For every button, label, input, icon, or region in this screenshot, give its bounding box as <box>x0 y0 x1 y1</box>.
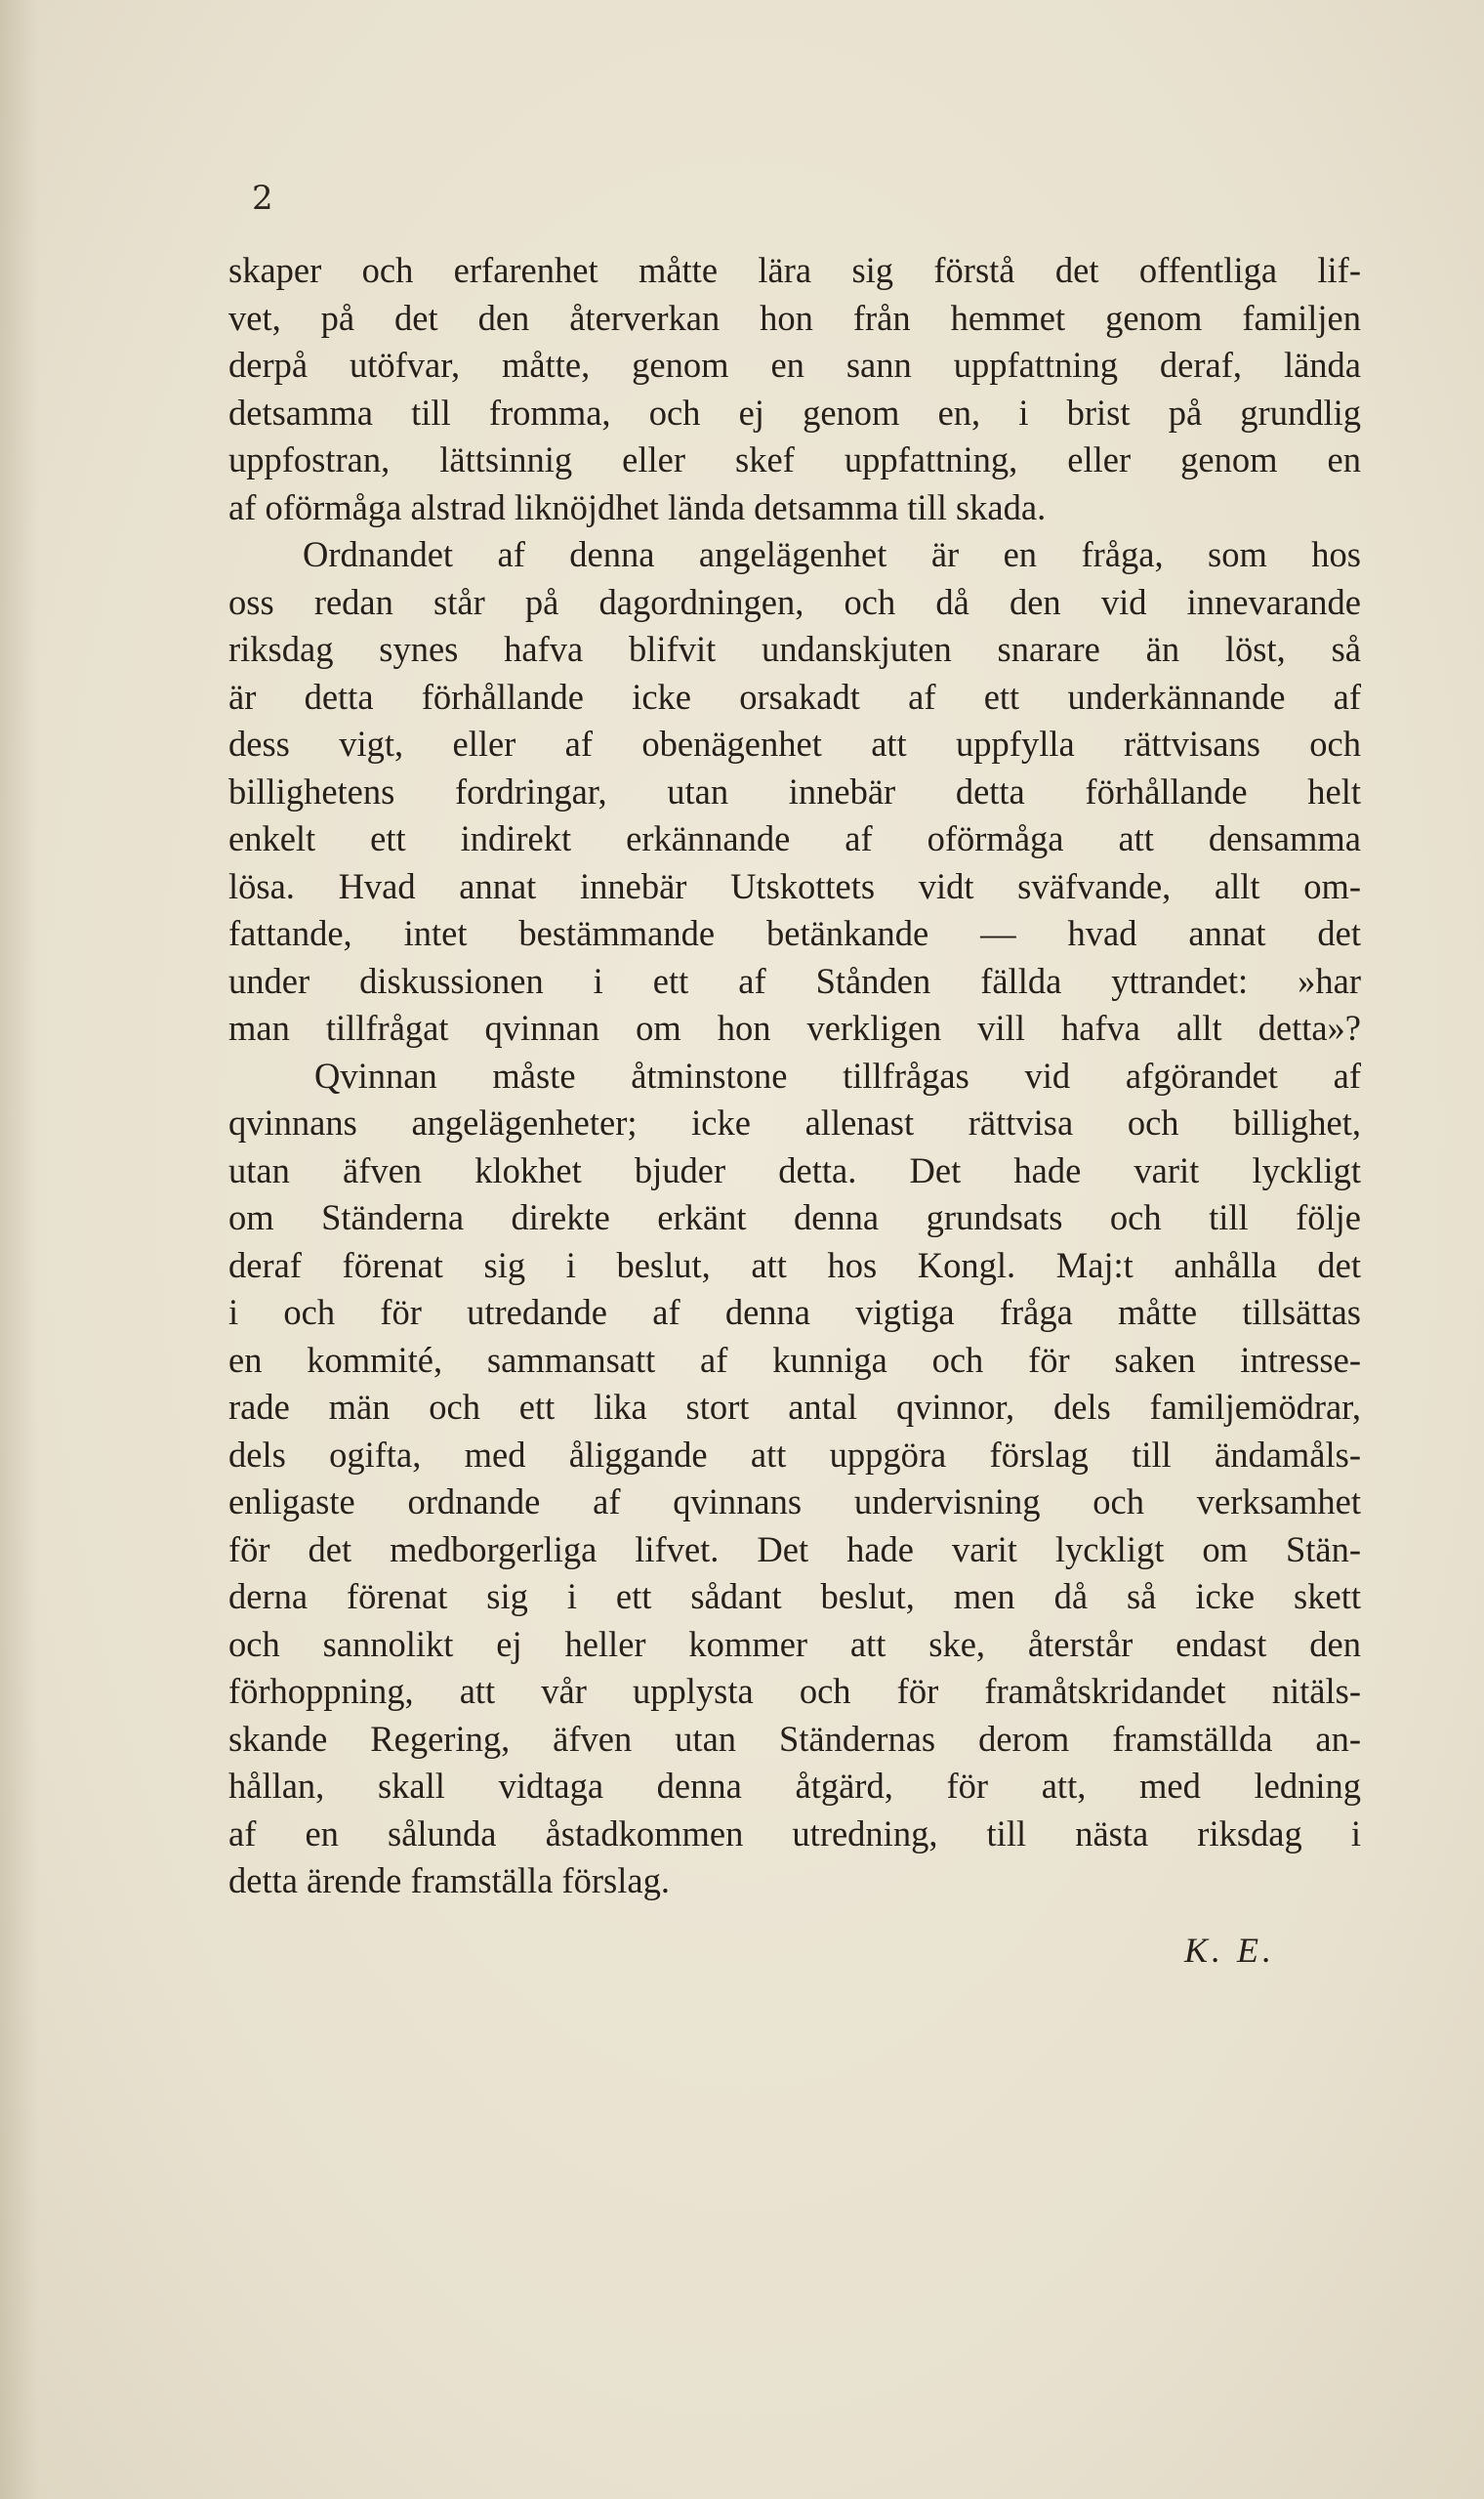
text-line: är detta förhållande icke orsakadt af ett underkännande af <box>228 676 1361 717</box>
text-line: under diskussionen i ett af Stånden fällda yttrandet: »har <box>228 960 1361 1001</box>
text-line: oss redan står på dagordningen, och då den vid innevarande <box>228 581 1361 622</box>
text-line: enligaste ordnande af qvinnans undervisning och verksamhet <box>228 1481 1361 1521</box>
text-line: och sannolikt ej heller kommer att ske, återstår endast den <box>228 1623 1361 1664</box>
text-line: förhoppning, att vår upplysta och för framåtskridandet nitäls- <box>228 1671 1361 1711</box>
text-line: derna förenat sig i ett sådant beslut, men då så icke skett <box>228 1576 1361 1616</box>
text-line: uppfostran, lättsinnig eller skef uppfattning, eller genom en <box>228 439 1361 479</box>
text-line: af en sålunda åstadkommen utredning, till nästa riksdag i <box>228 1812 1361 1853</box>
text-line: enkelt ett indirekt erkännande af oförmåga att densamma <box>228 818 1361 858</box>
text-line: fattande, intet bestämmande betänkande — hvad annat det <box>228 913 1361 953</box>
text-line: utan äfven klokhet bjuder detta. Det hade varit lyckligt <box>228 1149 1361 1190</box>
text-line: dess vigt, eller af obenägenhet att uppfylla rättvisans och <box>228 724 1361 764</box>
text-line: vet, på det den återverkan hon från hemmet genom familjen <box>228 297 1361 338</box>
text-line: hållan, skall vidtaga denna åtgärd, för att, med ledning <box>228 1766 1361 1806</box>
text-line: Ordnandet af denna angelägenhet är en fråga, som hos <box>303 534 1361 574</box>
text-line: skaper och erfarenhet måtte lära sig förstå det offentliga lif- <box>228 250 1361 290</box>
text-line: en kommité, sammansatt af kunniga och för saken intresse- <box>228 1339 1361 1380</box>
body-text <box>228 247 1361 1905</box>
text-line: detta ärende framställa förslag. <box>228 1860 670 1900</box>
text-line: af oförmåga alstrad liknöjdhet lända detsamma till skada. <box>228 486 1047 527</box>
page-number: 2 <box>252 179 273 218</box>
text-line: för det medborgerliga lifvet. Det hade varit lyckligt om Stän- <box>228 1528 1361 1569</box>
text-line: skande Regering, äfven utan Ständernas derom framställda an- <box>228 1718 1361 1759</box>
binding-shadow <box>0 0 39 2499</box>
text-line: dels ogifta, med åliggande att uppgöra förslag till ändamåls- <box>228 1434 1361 1475</box>
text-line: lösa. Hvad annat innebär Utskottets vidt sväfvande, allt om- <box>228 865 1361 906</box>
text-line: i och för utredande af denna vigtiga fråga måtte tillsättas <box>228 1292 1361 1332</box>
text-line: rade män och ett lika stort antal qvinnor, dels familjemödrar, <box>228 1387 1361 1427</box>
text-line: Qvinnan måste åtminstone tillfrågas vid afgörandet af <box>314 1055 1361 1096</box>
text-line: qvinnans angelägenheter; icke allenast rättvisa och billighet, <box>228 1103 1361 1143</box>
text-line: riksdag synes hafva blifvit undanskjuten snarare än löst, så <box>228 629 1361 669</box>
signature-initials: K. E. <box>1184 1931 1276 1970</box>
text-line: billighetens fordringar, utan innebär detta förhållande helt <box>228 771 1361 812</box>
text-line: man tillfrågat qvinnan om hon verkligen vill hafva allt detta»? <box>228 1008 1361 1048</box>
text-line: derpå utöfvar, måtte, genom en sann uppfattning deraf, lända <box>228 345 1361 385</box>
text-line: om Ständerna direkte erkänt denna grundsats och till följe <box>228 1197 1361 1237</box>
text-line: deraf förenat sig i beslut, att hos Kongl. Maj:t anhålla det <box>228 1244 1361 1285</box>
text-line: detsamma till fromma, och ej genom en, i brist på grundlig <box>228 392 1361 433</box>
